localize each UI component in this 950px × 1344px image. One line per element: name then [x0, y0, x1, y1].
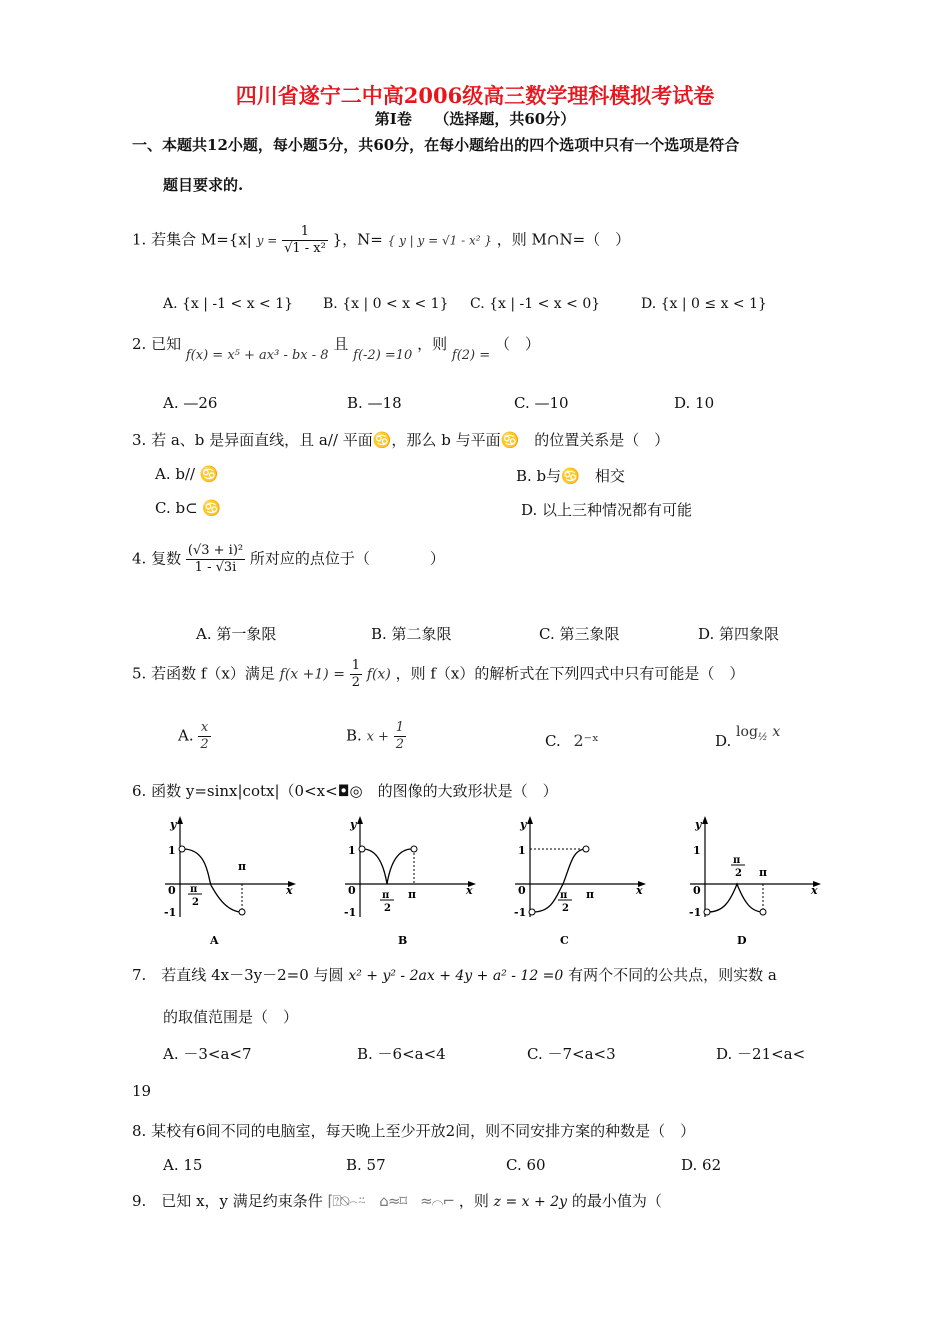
q6-stem: 6. 函数 y=sinx|cotx|（0<x<◘◎ 的图像的大致形状是（ ） — [132, 782, 558, 800]
q6-graph-c — [500, 812, 650, 952]
q4-option-a: A. 第一象限 — [196, 625, 277, 643]
svg-text:π: π — [586, 888, 595, 901]
q3-option-c: C. b⊂ ♋ — [155, 499, 222, 517]
q3-option-b: B. b与♋ 相交 — [516, 467, 625, 485]
q5-option-a: A. $\frac{x}{2}$ — [178, 720, 209, 752]
page-subtitle: 第Ⅰ卷 （选择题，共60分） — [374, 110, 576, 128]
svg-text:π: π — [238, 860, 247, 873]
svg-text:A: A — [210, 934, 219, 947]
q3-stem: 3. 若 a、b 是异面直线，且 a// 平面♋，那么 b 与平面♋ 的位置关系是（ ） — [132, 431, 670, 449]
svg-text:2: 2 — [735, 868, 742, 879]
q1-stem: 1. 若集合 M={x| y = $\frac{1}{\text{√1 - x²}}$ }，N= { y | y = √1 - x² } ，则 M∩N=（ ） — [132, 224, 631, 256]
q9-constraint-garbled: ⌈⍰⍉⌢⍨ ⌂≈⌑ ≈⌒⌐ — [327, 1192, 455, 1210]
section-instruction-cont: 题目要求的. — [163, 176, 244, 194]
q7-stem-line2: 的取值范围是（ ） — [163, 1008, 299, 1026]
q9-stem: 9. 已知 x，y 满足约束条件 ⌈⍰⍉⌢⍨ ⌂≈⌑ ≈⌒⌐ ，则 z = x + 2y 的最小值为（ — [132, 1192, 662, 1210]
svg-text:y: y — [170, 818, 177, 831]
q3-option-a: A. b// ♋ — [155, 465, 219, 483]
svg-text:1: 1 — [348, 844, 356, 857]
q4-option-b: B. 第二象限 — [371, 625, 452, 643]
q5-option-d: D. $\log_{\frac{1}{2}} x$ — [715, 724, 781, 750]
q8-option-b: B. 57 — [346, 1156, 386, 1174]
q5-stem: 5. 若函数 f（x）满足 f(x +1) = $\frac{1}{2}$ f(x) ，则 f（x）的解析式在下列四式中只有可能是（ ） — [132, 658, 745, 690]
svg-text:x: x — [466, 884, 473, 897]
q2-option-b: B. —18 — [347, 394, 402, 412]
q7-stem-line1: 7. 若直线 4x－3y－2=0 与圆 x² + y² - 2ax + 4y + a² - 12 =0 有两个不同的公共点，则实数 a — [132, 966, 777, 984]
q2-stem: 2. 已知 f(x) = x⁵ + ax³ - bx - 8 且 f(-2) =10 ，则 f(2) = （ ） — [132, 335, 540, 363]
svg-text:π: π — [733, 855, 741, 866]
q1-option-d: D. {x | 0 ≤ x < 1} — [641, 296, 767, 312]
q6-graph-d — [675, 812, 825, 952]
q2-option-d: D. 10 — [674, 394, 715, 412]
q5-option-b: B. x + $\frac{1}{2}$ — [346, 720, 404, 752]
svg-text:y: y — [695, 818, 702, 831]
svg-text:1: 1 — [168, 844, 176, 857]
q1-option-a: A. {x | -1 < x < 1} — [163, 296, 294, 312]
svg-text:2: 2 — [562, 903, 569, 914]
q4-option-d: D. 第四象限 — [698, 625, 780, 643]
svg-text:y: y — [520, 818, 527, 831]
svg-text:π: π — [759, 866, 768, 879]
q8-stem: 8. 某校有6间不同的电脑室，每天晚上至少开放2间，则不同安排方案的种数是（ ） — [132, 1122, 696, 1140]
q2-option-a: A. —26 — [163, 394, 218, 412]
q7-option-d: D. －21<a< — [716, 1045, 806, 1063]
q7-option-a: A. －3<a<7 — [163, 1045, 252, 1063]
svg-text:-1: -1 — [689, 906, 702, 919]
section-instruction: 一、本题共12小题，每小题5分，共60分，在每小题给出的四个选项中只有一个选项是符合 — [132, 136, 740, 154]
svg-text:x: x — [636, 884, 643, 897]
q8-option-c: C. 60 — [506, 1156, 546, 1174]
q1-option-c: C. {x | -1 < x < 0} — [470, 296, 601, 312]
q4-option-c: C. 第三象限 — [539, 625, 620, 643]
svg-text:x: x — [286, 884, 293, 897]
page-title: 四川省遂宁二中高2006级高三数学理科模拟考试卷 — [235, 83, 715, 108]
q4-stem: 4. 复数 $\frac{\text{(√3 + i)²}}{1 - √3i}$ 所对应的点位于（ ） — [132, 543, 445, 575]
svg-text:0: 0 — [348, 884, 356, 897]
svg-text:B: B — [398, 934, 408, 947]
svg-text:-1: -1 — [344, 906, 357, 919]
svg-text:-1: -1 — [514, 906, 527, 919]
q5-option-c: C. 2⁻ˣ — [545, 731, 599, 750]
svg-text:0: 0 — [693, 884, 701, 897]
svg-text:x: x — [811, 884, 818, 897]
q7-option-d-wrap: 19 — [132, 1082, 152, 1100]
q7-option-c: C. －7<a<3 — [527, 1045, 616, 1063]
svg-text:π: π — [408, 888, 417, 901]
svg-text:0: 0 — [168, 884, 176, 897]
svg-text:π: π — [382, 890, 390, 901]
q7-option-b: B. －6<a<4 — [357, 1045, 446, 1063]
svg-text:1: 1 — [518, 844, 526, 857]
q1-option-b: B. {x | 0 < x < 1} — [323, 296, 449, 312]
svg-text:C: C — [560, 934, 569, 947]
q3-option-d: D. 以上三种情况都有可能 — [521, 501, 693, 519]
q2-option-c: C. —10 — [514, 394, 569, 412]
svg-text:π: π — [560, 890, 568, 901]
svg-text:1: 1 — [693, 844, 701, 857]
q6-graph-b — [330, 812, 480, 952]
q6-graph-a — [150, 812, 300, 952]
q8-option-a: A. 15 — [163, 1156, 203, 1174]
svg-text:y: y — [350, 818, 357, 831]
q5-fraction: $\frac{1}{2}$ — [351, 658, 360, 690]
q8-option-d: D. 62 — [681, 1156, 722, 1174]
svg-text:π: π — [190, 884, 198, 895]
svg-text:-1: -1 — [164, 906, 177, 919]
svg-text:2: 2 — [384, 903, 391, 914]
svg-text:D: D — [737, 934, 747, 947]
svg-text:2: 2 — [192, 897, 199, 908]
q1-fraction: $\frac{1}{\text{√1 - x²}}$ — [284, 224, 326, 256]
q4-fraction: $\frac{\text{(√3 + i)²}}{1 - √3i}$ — [187, 543, 244, 575]
svg-text:0: 0 — [518, 884, 526, 897]
